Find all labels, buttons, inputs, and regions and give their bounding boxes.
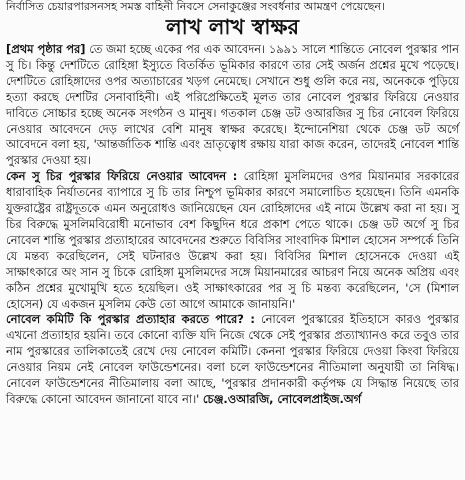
paragraph-1-text: তে জমা হচ্ছে একের পর এক আবেদন। ১৯৯১ সালে শান্তিতে নোবেল পুরস্কার পান সু চি। কিন্তু দেশটিতে রোহিঙ্গা ইস্যুতে বিতর্কিত ভূমিকার কারণে তার সেই অর্জন প্রশ্নের মুখে পড়েছে। দেশটিতে রোহিঙ্গাদের ওপর অত্যাচারের খড়গ নেমেছে। সেখানে শুধু গুলি করে নয়, অনেককে পুড়িয়ে হত্যা করছে দেশটির সেনাবাহিনী। এই পরিপ্রেক্ষিতেই মূলত তার নোবেল পুরস্কার ফিরিয়ে নেওয়ার দাবিতে সোচ্চার হচ্ছে অনেক সংগঠন ও মানুষ। গতকাল চেঞ্জ ডট ওআরজির সু চির নোবেল ফিরিয়ে নেওয়ার আবেদনে দেড় লাখের বেশি মানুষ স্বাক্ষর করেছে। ইন্দোনেশিয়া থেকে চেঞ্জ ডট অর্গে আবেদনে বলা হয়, 'আন্তর্জাতিক শান্তি এবং ভ্রাতৃত্বোধ রক্ষায় যারা কাজ করেন, তাদেরই নোবেল শান্তি পুরস্কার দেওয়া হয়।: [6, 42, 459, 168]
continuation-tag: [প্রথম পৃষ্ঠার পর]: [6, 42, 86, 56]
previous-article-line: নির্বাসিত চেয়ারপারসনসহ সমস্ত বাহিনী নিবসে সেনাকুঞ্জের সংবর্ধনার আমন্ত্রণ পেয়েছেন।: [6, 0, 385, 13]
article-body: [0, 42, 465, 408]
paragraph-3-text: নোবেল পুরস্কারের ইতিহাসে কারও পুরস্কার এখনো প্রত্যাহার হয়নি। তবে কোনো ব্যক্তি যদি নিজে থেকে সেই পুরস্কার প্রত্যাখ্যানও করে তবুও তার নাম পুরস্কারের তালিকাতেই রেখে দেয় নোবেল কমিটি। কেননা পুরস্কার ফিরিয়ে দেওয়া কিংবা ফিরিয়ে নেওয়ার নিয়ম নেই নোবেল ফাউন্ডেশনের। বলা চলে ফাউন্ডেশনের নীতিমালা অনুযায়ী তা নিষিদ্ধ। নোবেল ফাউন্ডেশনের নীতিমালায় বলা আছে, 'পুরস্কার প্রদানকারী কর্তৃপক্ষ যে সিদ্ধান্ত নিয়েছে তার বিরুদ্ধে কোনো আবেদন জানানো যাবে না।': [6, 312, 459, 406]
paragraph-1: [6, 42, 459, 169]
paragraph-3: [6, 312, 459, 407]
subhead-why: কেন সু চির পুরস্কার ফিরিয়ে নেওয়ার আবেদন :: [6, 169, 238, 184]
paragraph-2-text: রোহিঙ্গা মুসলিমদের ওপর মিয়ানমার সরকারের ধারাবাহিক নির্যাতনের ব্যাপারে সু চি তার নিশ্চুপ ভূমিকার কারণে সমালোচিত হয়েছেন। তিনি এমনকি যুক্তরাষ্ট্রের রাষ্ট্রদূতকে এমন অনুরোধও জানিয়েছেন যেন রোহিঙ্গাদের এই নামে উল্লেখ করা না হয়। সু চির বিরুদ্ধে মুসলিমবিরোধী মনোভাব বেশ কিছুদিন ধরে প্রকাশ পেতে থাকে। চেঞ্জ ডট অর্গে সু চির নোবেল শান্তি পুরস্কার প্রত্যাহারের আবেদনের শুরুতে বিবিসির সাংবাদিক মিশাল হোসেন সম্পর্কে তিনি যে মন্তব্য করেছিলেন, সেই ঘটনারও উল্লেখ করা হয়। বিবিসির মিশাল হোসেনকে দেওয়া এই সাক্ষাৎকারে অং সান সু চিকে রোহিঙ্গা মুসলিমদের সঙ্গে মিয়ানমারের আচরণ নিয়ে অনেক অপ্রিয় এবং কঠিন প্রশ্নের মুখোমুখি হতে হয়েছিল। ওই সাক্ষাৎকারের পর সু চি মন্তব্য করেছিলেন, 'সে (মিশাল হোসেন) যে একজন মুসলিম কেউ তো আগে আমাকে জানায়নি।': [6, 169, 459, 311]
headline: লাখ লাখ স্বাক্ষর: [165, 15, 300, 39]
paragraph-2: [6, 169, 459, 312]
source-credit: চেঞ্জ.ওআরজি, নোবেলপ্রাইজ.অর্গ: [202, 391, 362, 406]
subhead-can-withdraw: নোবেল কমিটি কি পুরস্কার প্রত্যাহার করতে পারে? :: [6, 312, 255, 327]
